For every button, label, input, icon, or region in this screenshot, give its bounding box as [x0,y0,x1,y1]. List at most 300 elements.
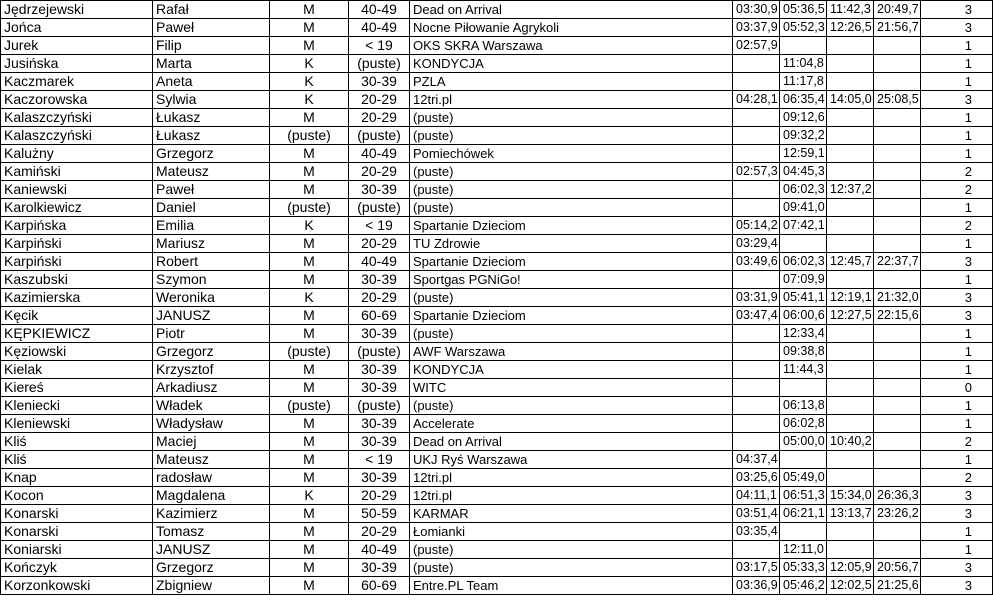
first-name-cell: Grzegorz [153,559,270,577]
age-group-cell: 20-29 [349,487,410,505]
table-row [1,217,993,235]
time-1-cell: 03:51,4 [733,505,780,523]
sex-cell: (puste) [270,199,349,217]
time-3-cell [827,343,874,361]
time-3-cell [827,541,874,559]
sex-cell: (puste) [270,397,349,415]
sex-cell: M [270,361,349,379]
time-2-cell [780,451,827,469]
time-3-cell: 12:02,5 [827,577,874,595]
age-group-cell: (puste) [349,343,410,361]
age-group-cell: 40-49 [349,1,410,19]
table-row [1,415,993,433]
sex-cell: M [270,235,349,253]
first-name-cell: Szymon [153,271,270,289]
time-2-cell: 06:02,3 [780,253,827,271]
sex-cell: K [270,217,349,235]
time-1-cell: 03:31,9 [733,289,780,307]
count-cell: 1 [921,343,993,361]
surname-cell: Kalużny [1,145,153,163]
table-row [1,325,993,343]
time-3-cell [827,145,874,163]
surname-cell: Kielak [1,361,153,379]
club-cell: Accelerate [410,415,733,433]
time-4-cell [874,541,921,559]
first-name-cell: JANUSZ [153,541,270,559]
club-cell: Spartanie Dzieciom [410,253,733,271]
time-2-cell: 05:49,0 [780,469,827,487]
time-4-cell [874,271,921,289]
table-row [1,1,993,19]
time-2-cell: 05:46,2 [780,577,827,595]
count-cell: 3 [921,19,993,37]
time-4-cell: 22:15,6 [874,307,921,325]
sex-cell: M [270,379,349,397]
count-cell: 1 [921,37,993,55]
age-group-cell: 30-39 [349,271,410,289]
time-4-cell: 25:08,5 [874,91,921,109]
table-row [1,343,993,361]
first-name-cell: Władek [153,397,270,415]
first-name-cell: radosław [153,469,270,487]
club-cell: (puste) [410,397,733,415]
time-1-cell: 03:35,4 [733,523,780,541]
time-4-cell [874,145,921,163]
table-row [1,289,993,307]
count-cell: 2 [921,163,993,181]
surname-cell: Kocon [1,487,153,505]
age-group-cell: 30-39 [349,433,410,451]
club-cell: Nocne Piłowanie Agrykoli [410,19,733,37]
first-name-cell: Marta [153,55,270,73]
time-2-cell: 05:36,5 [780,1,827,19]
count-cell: 1 [921,145,993,163]
first-name-cell: Arkadiusz [153,379,270,397]
time-3-cell [827,379,874,397]
count-cell: 2 [921,433,993,451]
club-cell: AWF Warszawa [410,343,733,361]
first-name-cell: Łukasz [153,109,270,127]
count-cell: 3 [921,307,993,325]
time-4-cell: 23:26,2 [874,505,921,523]
sex-cell: M [270,271,349,289]
time-4-cell [874,55,921,73]
sex-cell: M [270,577,349,595]
count-cell: 1 [921,397,993,415]
surname-cell: Konarski [1,523,153,541]
age-group-cell: 20-29 [349,109,410,127]
club-cell: Spartanie Dzieciom [410,307,733,325]
results-table-body [1,1,993,595]
surname-cell: Kamiński [1,163,153,181]
club-cell: Sportgas PGNiGo! [410,271,733,289]
age-group-cell: 40-49 [349,19,410,37]
table-row [1,559,993,577]
time-1-cell [733,181,780,199]
time-4-cell: 20:49,7 [874,1,921,19]
count-cell: 1 [921,451,993,469]
table-row [1,55,993,73]
club-cell: (puste) [410,289,733,307]
first-name-cell: Krzysztof [153,361,270,379]
time-4-cell [874,433,921,451]
club-cell: (puste) [410,325,733,343]
time-1-cell: 04:11,1 [733,487,780,505]
first-name-cell: Magdalena [153,487,270,505]
table-row [1,37,993,55]
surname-cell: Kończyk [1,559,153,577]
time-4-cell [874,397,921,415]
count-cell: 1 [921,325,993,343]
club-cell: KONDYCJA [410,55,733,73]
table-row [1,235,993,253]
age-group-cell: 20-29 [349,523,410,541]
first-name-cell: Piotr [153,325,270,343]
surname-cell: Kęcik [1,307,153,325]
table-row [1,181,993,199]
first-name-cell: Łukasz [153,127,270,145]
surname-cell: Karpiński [1,253,153,271]
time-1-cell [733,433,780,451]
sex-cell: M [270,109,349,127]
first-name-cell: Zbigniew [153,577,270,595]
time-1-cell: 03:29,4 [733,235,780,253]
surname-cell: Konarski [1,505,153,523]
first-name-cell: JANUSZ [153,307,270,325]
surname-cell: Jońca [1,19,153,37]
age-group-cell: 30-39 [349,73,410,91]
time-1-cell [733,199,780,217]
time-3-cell [827,127,874,145]
count-cell: 3 [921,505,993,523]
table-row [1,469,993,487]
age-group-cell: 30-39 [349,361,410,379]
age-group-cell: 20-29 [349,163,410,181]
count-cell: 3 [921,487,993,505]
time-3-cell: 12:05,9 [827,559,874,577]
time-3-cell [827,73,874,91]
club-cell: OKS SKRA Warszawa [410,37,733,55]
time-4-cell: 21:25,6 [874,577,921,595]
sex-cell: M [270,253,349,271]
surname-cell: Kleniewski [1,415,153,433]
time-2-cell: 09:41,0 [780,199,827,217]
time-1-cell: 03:17,5 [733,559,780,577]
sex-cell: (puste) [270,343,349,361]
time-2-cell [780,523,827,541]
club-cell: (puste) [410,181,733,199]
time-4-cell [874,127,921,145]
club-cell: (puste) [410,559,733,577]
count-cell: 3 [921,577,993,595]
time-4-cell [874,73,921,91]
first-name-cell: Daniel [153,199,270,217]
sex-cell: M [270,433,349,451]
time-1-cell [733,397,780,415]
age-group-cell: (puste) [349,127,410,145]
table-row [1,541,993,559]
time-3-cell [827,199,874,217]
time-2-cell: 09:38,8 [780,343,827,361]
time-2-cell: 12:33,4 [780,325,827,343]
age-group-cell: < 19 [349,451,410,469]
time-1-cell [733,541,780,559]
time-4-cell: 21:32,0 [874,289,921,307]
surname-cell: Kalaszczyński [1,127,153,145]
time-4-cell [874,325,921,343]
club-cell: 12tri.pl [410,487,733,505]
age-group-cell: 20-29 [349,235,410,253]
club-cell: Dead on Arrival [410,1,733,19]
count-cell: 1 [921,55,993,73]
first-name-cell: Weronika [153,289,270,307]
club-cell: (puste) [410,541,733,559]
sex-cell: M [270,37,349,55]
time-3-cell: 10:40,2 [827,433,874,451]
time-3-cell: 12:19,1 [827,289,874,307]
time-4-cell: 20:56,7 [874,559,921,577]
time-2-cell: 04:45,3 [780,163,827,181]
time-4-cell: 26:36,3 [874,487,921,505]
surname-cell: Koniarski [1,541,153,559]
club-cell: Entre.PL Team [410,577,733,595]
count-cell: 1 [921,235,993,253]
table-row [1,505,993,523]
time-1-cell: 05:14,2 [733,217,780,235]
sex-cell: K [270,91,349,109]
club-cell: KARMAR [410,505,733,523]
first-name-cell: Paweł [153,181,270,199]
time-4-cell [874,415,921,433]
time-2-cell: 12:11,0 [780,541,827,559]
club-cell: KONDYCJA [410,361,733,379]
first-name-cell: Kazimierz [153,505,270,523]
time-4-cell [874,235,921,253]
club-cell: 12tri.pl [410,91,733,109]
count-cell: 1 [921,199,993,217]
time-3-cell [827,271,874,289]
table-row [1,523,993,541]
time-2-cell: 11:17,8 [780,73,827,91]
first-name-cell: Rafał [153,1,270,19]
table-row [1,451,993,469]
time-2-cell: 06:35,4 [780,91,827,109]
count-cell: 2 [921,181,993,199]
count-cell: 1 [921,109,993,127]
club-cell: (puste) [410,199,733,217]
age-group-cell: 50-59 [349,505,410,523]
age-group-cell: 30-39 [349,469,410,487]
surname-cell: Kęziowski [1,343,153,361]
surname-cell: Kalaszczyński [1,109,153,127]
table-row [1,487,993,505]
age-group-cell: 20-29 [349,91,410,109]
sex-cell: M [270,307,349,325]
count-cell: 1 [921,271,993,289]
time-1-cell: 03:30,9 [733,1,780,19]
age-group-cell: (puste) [349,199,410,217]
time-1-cell [733,415,780,433]
count-cell: 3 [921,1,993,19]
table-row [1,307,993,325]
age-group-cell: 30-39 [349,325,410,343]
surname-cell: Kleniecki [1,397,153,415]
club-cell: PZLA [410,73,733,91]
time-2-cell: 05:41,1 [780,289,827,307]
surname-cell: Kaniewski [1,181,153,199]
time-4-cell [874,523,921,541]
time-3-cell [827,451,874,469]
time-2-cell: 06:00,6 [780,307,827,325]
time-4-cell [874,163,921,181]
time-1-cell [733,145,780,163]
time-3-cell [827,163,874,181]
count-cell: 1 [921,541,993,559]
first-name-cell: Mateusz [153,163,270,181]
sex-cell: M [270,145,349,163]
time-4-cell [874,469,921,487]
sex-cell: M [270,181,349,199]
time-3-cell [827,109,874,127]
age-group-cell: 30-39 [349,559,410,577]
time-2-cell: 05:00,0 [780,433,827,451]
age-group-cell: 60-69 [349,307,410,325]
table-row [1,19,993,37]
time-3-cell: 12:27,5 [827,307,874,325]
table-row [1,163,993,181]
count-cell: 3 [921,91,993,109]
club-cell: TU Zdrowie [410,235,733,253]
surname-cell: Knap [1,469,153,487]
time-3-cell [827,217,874,235]
sex-cell: K [270,289,349,307]
time-2-cell: 07:09,9 [780,271,827,289]
surname-cell: Karolkiewicz [1,199,153,217]
table-row [1,109,993,127]
age-group-cell: (puste) [349,397,410,415]
sex-cell: M [270,163,349,181]
age-group-cell: 60-69 [349,577,410,595]
age-group-cell: (puste) [349,55,410,73]
count-cell: 1 [921,73,993,91]
sex-cell: M [270,415,349,433]
count-cell: 1 [921,127,993,145]
count-cell: 2 [921,469,993,487]
time-4-cell [874,217,921,235]
sex-cell: M [270,19,349,37]
time-1-cell: 02:57,9 [733,37,780,55]
time-2-cell: 11:44,3 [780,361,827,379]
table-row [1,379,993,397]
time-1-cell: 03:25,6 [733,469,780,487]
time-3-cell: 12:26,5 [827,19,874,37]
time-4-cell [874,451,921,469]
time-3-cell: 13:13,7 [827,505,874,523]
surname-cell: Korzonkowski [1,577,153,595]
age-group-cell: 30-39 [349,379,410,397]
time-2-cell: 06:13,8 [780,397,827,415]
first-name-cell: Władysław [153,415,270,433]
time-2-cell: 07:42,1 [780,217,827,235]
club-cell: (puste) [410,127,733,145]
table-row [1,397,993,415]
club-cell: Pomiechówek [410,145,733,163]
sex-cell: M [270,541,349,559]
time-1-cell: 03:49,6 [733,253,780,271]
first-name-cell: Grzegorz [153,145,270,163]
count-cell: 1 [921,523,993,541]
time-2-cell: 06:02,3 [780,181,827,199]
surname-cell: Jusińska [1,55,153,73]
sex-cell: K [270,55,349,73]
sex-cell: M [270,505,349,523]
first-name-cell: Mariusz [153,235,270,253]
time-4-cell [874,379,921,397]
age-group-cell: 30-39 [349,181,410,199]
time-1-cell [733,271,780,289]
time-2-cell: 05:52,3 [780,19,827,37]
table-row [1,271,993,289]
age-group-cell: 40-49 [349,145,410,163]
surname-cell: Kiereś [1,379,153,397]
time-2-cell: 11:04,8 [780,55,827,73]
age-group-cell: 20-29 [349,289,410,307]
time-2-cell: 06:21,1 [780,505,827,523]
surname-cell: Kaszubski [1,271,153,289]
count-cell: 3 [921,253,993,271]
time-4-cell [874,37,921,55]
club-cell: WITC [410,379,733,397]
time-1-cell [733,55,780,73]
first-name-cell: Maciej [153,433,270,451]
count-cell: 3 [921,559,993,577]
age-group-cell: 30-39 [349,415,410,433]
age-group-cell: 40-49 [349,253,410,271]
time-3-cell [827,523,874,541]
sex-cell: M [270,451,349,469]
time-3-cell [827,55,874,73]
time-3-cell [827,397,874,415]
surname-cell: Kaczorowska [1,91,153,109]
time-4-cell [874,181,921,199]
time-1-cell [733,343,780,361]
age-group-cell: < 19 [349,37,410,55]
count-cell: 2 [921,217,993,235]
surname-cell: Kazimierska [1,289,153,307]
sex-cell: M [270,523,349,541]
first-name-cell: Grzegorz [153,343,270,361]
table-row [1,145,993,163]
time-1-cell: 04:28,1 [733,91,780,109]
surname-cell: Jędrzejewski [1,1,153,19]
sex-cell: M [270,559,349,577]
surname-cell: KĘPKIEWICZ [1,325,153,343]
time-2-cell [780,37,827,55]
time-1-cell [733,127,780,145]
first-name-cell: Robert [153,253,270,271]
time-4-cell [874,343,921,361]
time-1-cell [733,379,780,397]
sex-cell: K [270,73,349,91]
time-2-cell: 12:59,1 [780,145,827,163]
club-cell: Dead on Arrival [410,433,733,451]
time-1-cell [733,109,780,127]
count-cell: 1 [921,361,993,379]
time-4-cell [874,361,921,379]
time-2-cell: 09:32,2 [780,127,827,145]
time-3-cell [827,361,874,379]
first-name-cell: Filip [153,37,270,55]
